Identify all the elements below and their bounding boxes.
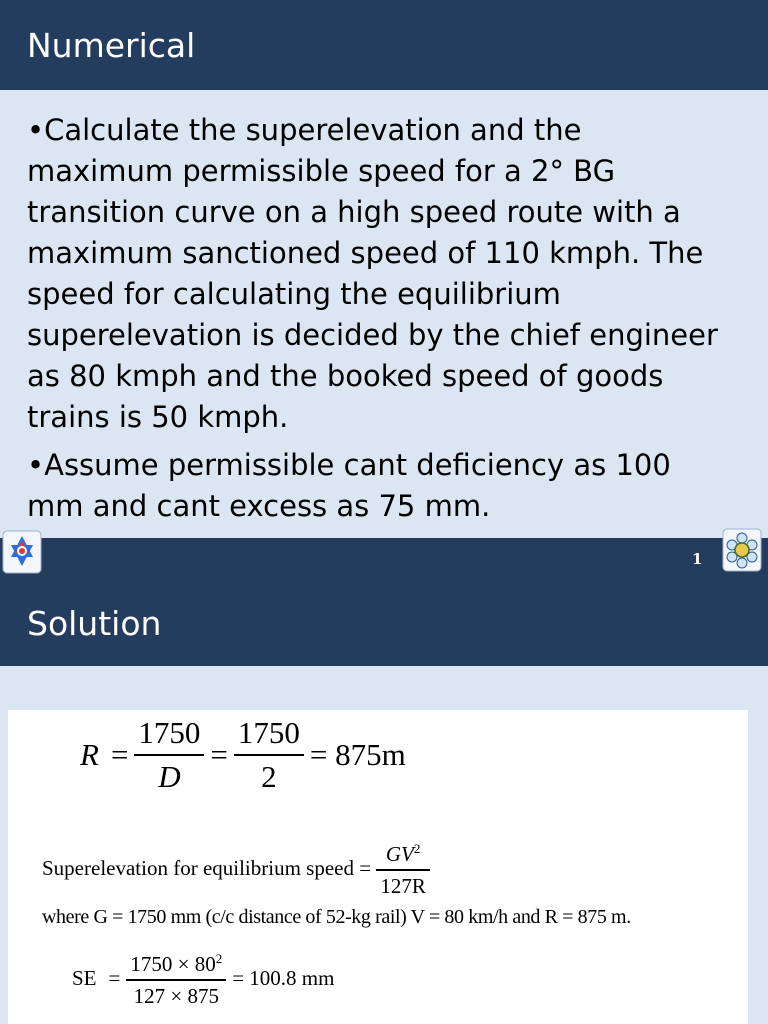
nepal-emblem-logo-icon bbox=[2, 530, 42, 574]
fraction bbox=[134, 712, 204, 798]
se-calculation bbox=[66, 944, 340, 1011]
fraction bbox=[234, 712, 304, 798]
slide-footer bbox=[0, 538, 768, 598]
fraction-numerator: 1750 bbox=[237, 715, 300, 750]
fraction-denominator: 2 bbox=[234, 754, 304, 798]
exponent: 2 bbox=[215, 951, 223, 966]
fraction-denominator: 127 × 875 bbox=[126, 979, 226, 1011]
fraction bbox=[376, 834, 430, 901]
problem-statement bbox=[27, 110, 727, 534]
radius-equation bbox=[74, 712, 412, 798]
variables-definition: where G = 1750 mm (c/c distance of 52-kg rail) V = 80 km/h and R = 875 m. bbox=[42, 906, 631, 928]
fraction-numerator: GV bbox=[385, 842, 414, 866]
slide-title: Numerical bbox=[27, 26, 196, 65]
bullet-text: •Calculate the superelevation and the maximum permissible speed for a 2° BG transition curve on a high speed route with a maximum sanctioned speed of 110 kmph. The speed for calculating the equilibrium superelevation is decided by the chief engineer as 80 kmph and the booked speed of goods trains is 50 kmph. bbox=[27, 113, 718, 434]
title-bar bbox=[0, 598, 768, 666]
exponent: 2 bbox=[413, 841, 421, 856]
eq-operator: = bbox=[108, 965, 121, 990]
eq-result: = 875m bbox=[309, 737, 406, 772]
eq-lhs: SE bbox=[72, 965, 97, 990]
fraction-denominator: D bbox=[134, 754, 204, 798]
fraction-numerator: 1750 × 80 bbox=[130, 952, 216, 976]
bullet-text: •Assume permissible cant deficiency as 100 mm and cant excess as 75 mm. bbox=[27, 448, 671, 523]
superelevation-formula bbox=[42, 834, 430, 901]
page-number: 1 bbox=[692, 550, 703, 568]
eq-result: = 100.8 mm bbox=[232, 965, 335, 990]
slide-title: Solution bbox=[27, 604, 162, 643]
fraction-denominator: 127R bbox=[376, 869, 430, 901]
fraction bbox=[126, 944, 226, 1011]
eq-lhs: R bbox=[80, 737, 99, 772]
slide-solution bbox=[0, 598, 768, 1024]
eq-operator: = bbox=[110, 737, 129, 772]
solution-image bbox=[8, 710, 748, 1024]
formula-label: Superelevation for equilibrium speed = bbox=[42, 855, 372, 880]
institute-emblem-logo-icon bbox=[722, 528, 762, 572]
title-bar bbox=[0, 0, 768, 90]
eq-operator: = bbox=[210, 737, 228, 772]
fraction-numerator: 1750 bbox=[138, 715, 201, 750]
